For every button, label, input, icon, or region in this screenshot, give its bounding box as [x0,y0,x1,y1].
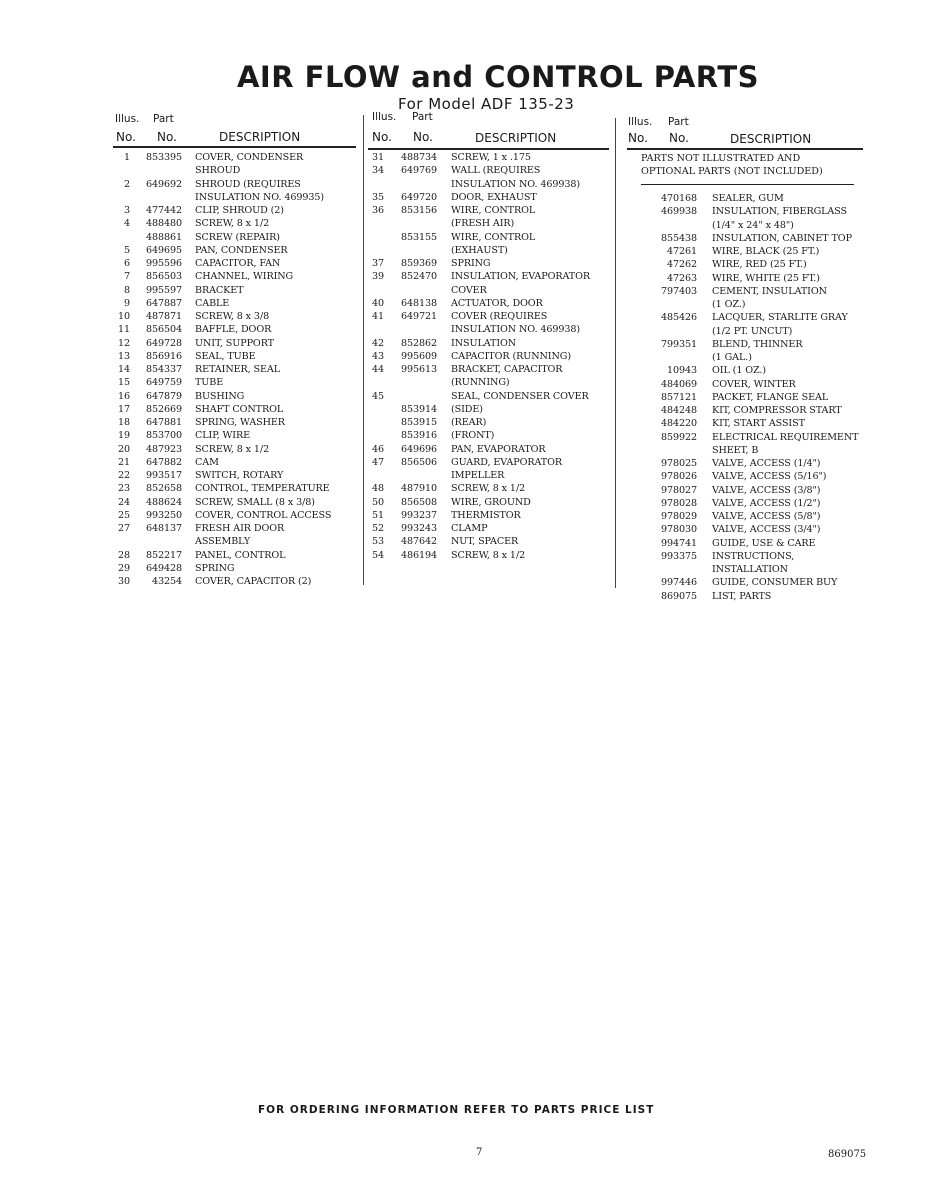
part-number: 993517 [145,470,182,481]
part-description: INSULATION [451,337,517,349]
part-description: SCREW, SMALL (8 x 3/8) [195,496,315,508]
part-description: CAPACITOR, FAN [195,258,281,269]
part-number: 488861 [145,231,182,243]
part-description: WIRE, CONTROL [451,231,536,243]
part-description: OIL (1 OZ.) [712,365,767,377]
part-description: RETAINER, SEAL [195,364,281,375]
illus-number: 19 [117,430,130,442]
part-description: BLEND, THINNER [712,338,803,350]
part-description: SHEET, B [712,444,759,456]
part-number: 993237 [400,509,437,521]
part-description: VALVE, ACCESS (5/8") [712,511,821,522]
illus-number: 52 [371,523,384,534]
part-description: KIT, COMPRESSOR START [712,405,842,416]
illus-number: 14 [117,364,130,375]
part-description: WIRE, GROUND [451,496,531,508]
part-number: 853156 [400,205,437,216]
part-number: 47261 [666,246,697,257]
part-number: 978030 [660,524,697,536]
part-description: SCREW, 8 x 3/8 [195,311,270,322]
part-description: (EXHAUST) [451,244,508,256]
part-description: (FRESH AIR) [451,218,515,230]
part-number: 853395 [145,152,182,163]
header-part: Part [412,111,433,123]
illus-number: 34 [371,165,384,177]
part-description: (REAR) [451,417,487,428]
part-description: VALVE, ACCESS (5/16") [712,471,827,483]
part-description: VALVE, ACCESS (3/8") [712,484,821,496]
part-description: PANEL, CONTROL [195,549,286,561]
part-description: (SIDE) [451,403,483,415]
part-description: (1 OZ.) [712,299,746,310]
part-number: 43254 [151,576,182,587]
part-number: 649720 [400,191,437,203]
illus-number: 44 [371,364,384,375]
document-number: 869075 [828,1149,867,1160]
illus-number: 20 [117,443,130,455]
part-description: SCREW, 8 x 1/2 [195,443,270,455]
part-description: COVER (REQUIRES [451,311,548,322]
part-number: 852669 [145,403,182,415]
header-illus: Illus. [628,116,653,128]
part-number: 648138 [400,297,437,309]
part-number: 797403 [660,285,697,297]
part-description: INSULATION NO. 469938) [451,178,581,190]
part-description: COVER [451,284,487,296]
part-description: GUIDE, CONSUMER BUY [712,577,838,589]
part-description: INSTALLATION [712,564,788,575]
illus-number: 3 [123,205,130,216]
part-description: (RUNNING) [451,377,510,389]
part-description: CLIP, WIRE [195,430,250,442]
part-number: 852470 [400,271,437,283]
part-description: VALVE, ACCESS (3/4") [712,524,821,536]
part-number: 857121 [660,391,697,403]
illus-number: 36 [371,205,384,216]
illus-number: 22 [117,470,130,481]
part-description: PAN, CONDENSER [195,244,288,256]
illus-number: 7 [123,271,130,283]
header-part: Part [153,113,174,125]
part-description: CHANNEL, WIRING [195,271,294,283]
illus-number: 50 [371,496,384,508]
column-divider [615,118,616,588]
part-description: THERMISTOR [451,509,521,521]
header-description: DESCRIPTION [475,131,557,145]
part-number: 856508 [400,496,437,508]
part-description: CAM [195,456,219,468]
illus-number: 29 [117,562,130,574]
part-description: WIRE, CONTROL [451,205,536,216]
part-description: ASSEMBLY [195,536,251,548]
part-number: 649692 [145,178,182,190]
illus-number: 35 [371,191,384,203]
part-description: BRACKET, CAPACITOR [451,364,563,375]
illus-number: 45 [371,390,384,402]
page-number: 7 [476,1147,483,1158]
part-description: CEMENT, INSULATION [712,285,827,297]
part-description: WIRE, RED (25 FT.) [712,259,807,271]
illus-number: 10 [117,311,130,322]
part-number: 856916 [145,350,182,362]
part-number: 488734 [400,152,437,163]
part-number: 470168 [660,193,697,204]
part-description: (1/4" x 24" x 48") [712,219,794,231]
part-number: 799351 [660,338,697,350]
part-description: INSULATION, FIBERGLASS [712,206,848,218]
part-number: 484069 [660,378,697,390]
part-number: 487871 [145,311,182,322]
part-description: UNIT, SUPPORT [195,337,274,349]
illus-number: 5 [123,244,130,256]
part-description: GUIDE, USE & CARE [712,537,816,549]
illus-number: 54 [371,549,384,561]
part-number: 856503 [145,271,182,283]
part-number: 649695 [145,244,182,256]
illus-number: 37 [371,258,384,269]
illus-number: 40 [371,297,384,309]
optional-parts-note: OPTIONAL PARTS (NOT INCLUDED) [641,166,823,177]
part-description: SEALER, GUM [712,193,784,204]
illus-number: 42 [371,337,384,349]
header-part-no: No. [413,130,433,144]
part-number: 997446 [660,577,697,589]
part-description: FRESH AIR DOOR [195,523,285,534]
part-number: 995609 [400,350,437,362]
part-number: 649728 [145,337,182,349]
header-illus: Illus. [115,113,140,125]
illus-number: 47 [371,456,384,468]
part-number: 869075 [660,590,697,602]
part-description: VALVE, ACCESS (1/2") [712,497,821,509]
illus-number: 25 [117,509,130,521]
part-number: 994741 [660,537,697,549]
part-number: 856506 [400,456,437,468]
part-number: 978028 [660,497,697,509]
part-number: 852658 [145,483,182,495]
part-number: 649759 [145,377,182,389]
part-number: 993375 [660,550,697,562]
part-number: 978029 [660,511,697,522]
part-description: SEAL, CONDENSER COVER [451,390,589,402]
illus-number: 11 [117,324,130,336]
part-description: CONTROL, TEMPERATURE [195,483,330,495]
part-description: SHAFT CONTROL [195,403,284,415]
part-number: 47262 [666,259,697,271]
note-rule [641,184,854,185]
part-number: 487910 [400,483,437,495]
illus-number: 23 [117,483,130,495]
part-number: 10943 [666,365,697,377]
part-number: 488480 [145,218,182,230]
part-number: 647881 [145,417,182,428]
part-number: 484248 [660,405,697,416]
part-description: PACKET, FLANGE SEAL [712,391,829,403]
part-number: 469938 [660,206,697,218]
part-number: 853155 [400,231,437,243]
part-description: LACQUER, STARLITE GRAY [712,312,848,324]
illus-number: 1 [123,152,130,163]
illus-number: 16 [117,390,130,402]
part-number: 647879 [145,390,182,402]
illus-number: 24 [117,496,130,508]
part-description: WIRE, WHITE (25 FT.) [712,272,820,284]
illus-number: 6 [123,258,130,269]
part-description: COVER, CONDENSER [195,152,304,163]
illus-number: 13 [117,350,130,362]
part-number: 993250 [145,509,182,521]
part-description: BRACKET [195,284,244,296]
header-rule [627,148,863,150]
illus-number: 43 [371,350,384,362]
part-description: SPRING [451,258,491,269]
part-description: (1 GAL.) [712,352,752,363]
part-number: 477442 [145,205,182,216]
part-description: SWITCH, ROTARY [195,470,284,481]
part-number: 486194 [400,549,437,561]
part-description: TUBE [195,377,224,389]
illus-number: 21 [117,456,130,468]
part-number: 649428 [145,562,182,574]
part-number: 487642 [400,536,437,548]
header-rule [368,148,609,150]
part-number: 993243 [400,523,437,534]
illus-number: 4 [123,218,130,230]
part-number: 649721 [400,311,437,322]
header-part: Part [668,116,689,128]
part-number: 855438 [660,232,697,244]
part-description: INSULATION, EVAPORATOR [451,271,590,283]
part-description: DOOR, EXHAUST [451,191,537,203]
part-description: SPRING [195,562,235,574]
part-description: SHROUD [195,165,241,177]
part-description: SCREW, 1 x .175 [451,152,531,163]
model-subtitle: For Model ADF 135-23 [398,95,575,113]
header-description: DESCRIPTION [730,132,812,146]
part-number: 854337 [145,364,182,375]
optional-parts-note: PARTS NOT ILLUSTRATED AND [641,153,801,164]
part-number: 853914 [400,403,437,415]
part-number: 995597 [145,284,182,296]
part-description: COVER, WINTER [712,378,796,390]
header-rule [113,146,356,148]
part-description: SCREW, 8 x 1/2 [195,218,270,230]
part-number: 648137 [145,523,182,534]
part-description: INSULATION NO. 469935) [195,191,325,203]
illus-number: 9 [123,297,130,309]
part-number: 859369 [400,258,437,269]
part-description: PAN, EVAPORATOR [451,443,546,455]
illus-number: 27 [117,523,130,534]
part-description: WIRE, BLACK (25 FT.) [712,246,820,257]
part-number: 978027 [660,484,697,496]
part-description: IMPELLER [451,470,505,481]
page-title: AIR FLOW and CONTROL PARTS [236,60,759,94]
part-description: KIT, START ASSIST [712,418,805,430]
illus-number: 39 [371,271,384,283]
part-description: SEAL, TUBE [195,350,256,362]
part-description: ACTUATOR, DOOR [451,297,543,309]
part-description: WALL (REQUIRES [451,165,541,177]
illus-number: 12 [117,337,130,349]
part-number: 852862 [400,337,437,349]
illus-number: 15 [117,377,130,389]
part-number: 853700 [145,430,182,442]
part-description: CLAMP [451,523,488,534]
illus-number: 48 [371,483,384,495]
part-description: (FRONT) [451,430,495,442]
part-number: 853916 [400,430,437,442]
illus-number: 8 [123,284,130,296]
illus-number: 51 [371,509,384,521]
part-number: 995613 [400,364,437,375]
part-number: 647887 [145,297,182,309]
part-description: COVER, CONTROL ACCESS [195,509,332,521]
part-description: CABLE [195,297,230,309]
part-number: 487923 [145,443,182,455]
illus-number: 30 [117,576,130,587]
part-description: INSTRUCTIONS, [712,550,795,562]
part-description: SCREW, 8 x 1/2 [451,483,526,495]
part-description: CLIP, SHROUD (2) [195,205,284,216]
part-number: 852217 [145,549,182,561]
illus-number: 46 [371,443,384,455]
part-description: LIST, PARTS [712,590,772,602]
part-description: BAFFLE, DOOR [195,324,272,336]
illus-number: 31 [371,152,384,163]
column-divider [363,115,364,585]
part-description: CAPACITOR (RUNNING) [451,350,571,362]
header-part-no: No. [157,130,177,144]
part-description: INSULATION NO. 469938) [451,324,581,336]
part-number: 488624 [145,496,182,508]
part-description: VALVE, ACCESS (1/4") [712,458,821,469]
part-number: 649769 [400,165,437,177]
part-number: 859922 [660,431,697,443]
part-description: ELECTRICAL REQUIREMENT [712,431,859,443]
part-number: 856504 [145,324,182,336]
header-part-no: No. [669,131,689,145]
header-illus-no: No. [372,130,392,144]
part-number: 484220 [660,418,697,430]
part-number: 978025 [660,458,697,469]
illus-number: 28 [117,549,130,561]
part-number: 47263 [666,272,697,284]
part-description: SCREW, 8 x 1/2 [451,549,526,561]
part-description: SHROUD (REQUIRES [195,178,301,190]
part-number: 485426 [660,312,697,324]
part-description: (1/2 PT. UNCUT) [712,325,793,337]
part-description: SCREW (REPAIR) [195,231,280,243]
part-description: COVER, CAPACITOR (2) [195,576,312,587]
part-number: 647882 [145,456,182,468]
illus-number: 17 [117,403,130,415]
header-illus-no: No. [116,130,136,144]
part-number: 978026 [660,471,697,483]
part-description: INSULATION, CABINET TOP [712,232,852,244]
part-description: GUARD, EVAPORATOR [451,456,562,468]
part-description: BUSHING [195,390,245,402]
header-description: DESCRIPTION [219,130,301,144]
part-number: 853915 [400,417,437,428]
illus-number: 2 [123,178,130,190]
illus-number: 18 [117,417,130,428]
illus-number: 41 [371,311,384,322]
ordering-info-footer: FOR ORDERING INFORMATION REFER TO PARTS PRICE LIST [258,1104,655,1116]
header-illus: Illus. [372,111,397,123]
part-description: NUT, SPACER [451,536,519,548]
part-description: SPRING, WASHER [195,417,285,428]
part-number: 995596 [145,258,182,269]
part-number: 649696 [400,443,437,455]
header-illus-no: No. [628,131,648,145]
illus-number: 53 [371,536,384,548]
